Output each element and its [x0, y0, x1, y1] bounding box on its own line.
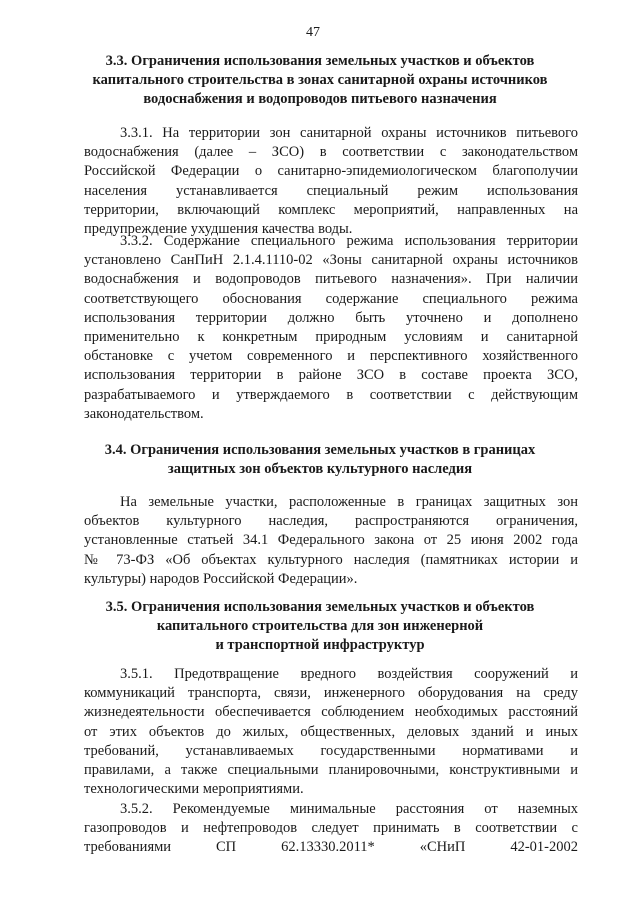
- text-line: требований, устанавливаемых государственными нормативами и: [84, 742, 578, 759]
- text-line: использования территории в районе ЗСО в составе проекта ЗСО,: [84, 367, 578, 384]
- text-line: соответствующего обоснования содержание специального режима: [84, 290, 578, 307]
- heading-line: водоснабжения и водопроводов питьевого назначения: [143, 91, 497, 107]
- heading-line: защитных зон объектов культурного наследия: [167, 461, 473, 477]
- heading-line: капитального строительства в зонах санитарной охраны источников: [92, 72, 548, 88]
- text-line: технологическими мероприятиями.: [84, 781, 304, 798]
- section-heading-3-5: [60, 598, 580, 655]
- text-line: от этих объектов до жилых, общественных, деловых зданий и иных: [84, 723, 578, 740]
- paragraph-3-3-2: [84, 232, 578, 424]
- text-line: жизнедеятельности обеспечивается соблюдением необходимых расстояний: [84, 704, 578, 721]
- text-line: использования территории должно быть уточнено и дополнено: [84, 309, 578, 326]
- text-line: 3.5.2. Рекомендуемые минимальные расстояния от наземных: [120, 801, 578, 817]
- text-line: обстановке с учетом современного и перспективного хозяйственного: [84, 348, 578, 365]
- text-line: установлено СанПиН 2.1.4.1110-02 «Зоны санитарной охраны источников: [84, 252, 578, 269]
- section-heading-3-4: [60, 441, 580, 479]
- paragraph-3-3-1: [84, 124, 578, 239]
- text-line: разрабатываемого и утверждаемого в соответствии с действующим: [84, 386, 578, 403]
- text-line: территории, включающий комплекс мероприятий, направленных на: [84, 201, 578, 218]
- text-line: 3.3.2. Содержание специального режима использования территории: [120, 233, 578, 249]
- text-line: правилами, а также специальными планировочными, конструктивными и: [84, 762, 578, 779]
- text-line: культуры) народов Российской Федерации».: [84, 570, 358, 587]
- heading-line: 3.3. Ограничения использования земельных участков и объектов: [105, 53, 535, 69]
- text-line: № 73-ФЗ «Об объектах культурного наследия (памятниках истории и: [84, 551, 578, 568]
- heading-line: и транспортной инфраструктур: [215, 637, 425, 653]
- text-line: установленные статьей 34.1 Федерального закона от 25 июня 2002 года: [84, 532, 578, 549]
- heading-line: капитального строительства для зон инженерной: [156, 618, 484, 634]
- text-line: требованиями СП 62.13330.2011* «СНиП 42-01-2002: [84, 839, 578, 856]
- text-line: коммуникаций транспорта, связи, инженерного оборудования на среду: [84, 685, 578, 702]
- text-line: Российской Федерации о санитарно-эпидемиологическом благополучии: [84, 163, 578, 180]
- text-line: водоснабжения и водопроводов питьевого назначения». При наличии: [84, 271, 578, 288]
- text-line: законодательством.: [84, 405, 204, 422]
- paragraph-3-5-1: [84, 665, 578, 799]
- heading-line: 3.4. Ограничения использования земельных участков в границах: [104, 442, 536, 458]
- text-line: На земельные участки, расположенные в границах защитных зон: [120, 494, 578, 510]
- text-line: 3.3.1. На территории зон санитарной охраны источников питьевого: [120, 125, 578, 141]
- text-line: 3.5.1. Предотвращение вредного воздействия сооружений и: [120, 666, 578, 682]
- page-number: 47: [306, 25, 320, 40]
- text-line: газопроводов и нефтепроводов следует принимать в соответствии с: [84, 820, 578, 837]
- paragraph-3-4: [84, 493, 578, 589]
- text-line: водоснабжения (далее – ЗСО) в соответствии с законодательством: [84, 144, 578, 161]
- text-line: предупреждение ухудшения качества воды.: [84, 221, 353, 238]
- section-heading-3-3: [60, 52, 580, 109]
- paragraph-3-5-2: [84, 800, 578, 858]
- heading-line: 3.5. Ограничения использования земельных участков и объектов: [105, 599, 535, 615]
- text-line: населения устанавливается специальный режим использования: [84, 182, 578, 199]
- text-line: объектов культурного наследия, распространяются ограничения,: [84, 513, 578, 530]
- text-line: применительно к конкретным природным условиям и санитарной: [84, 329, 578, 346]
